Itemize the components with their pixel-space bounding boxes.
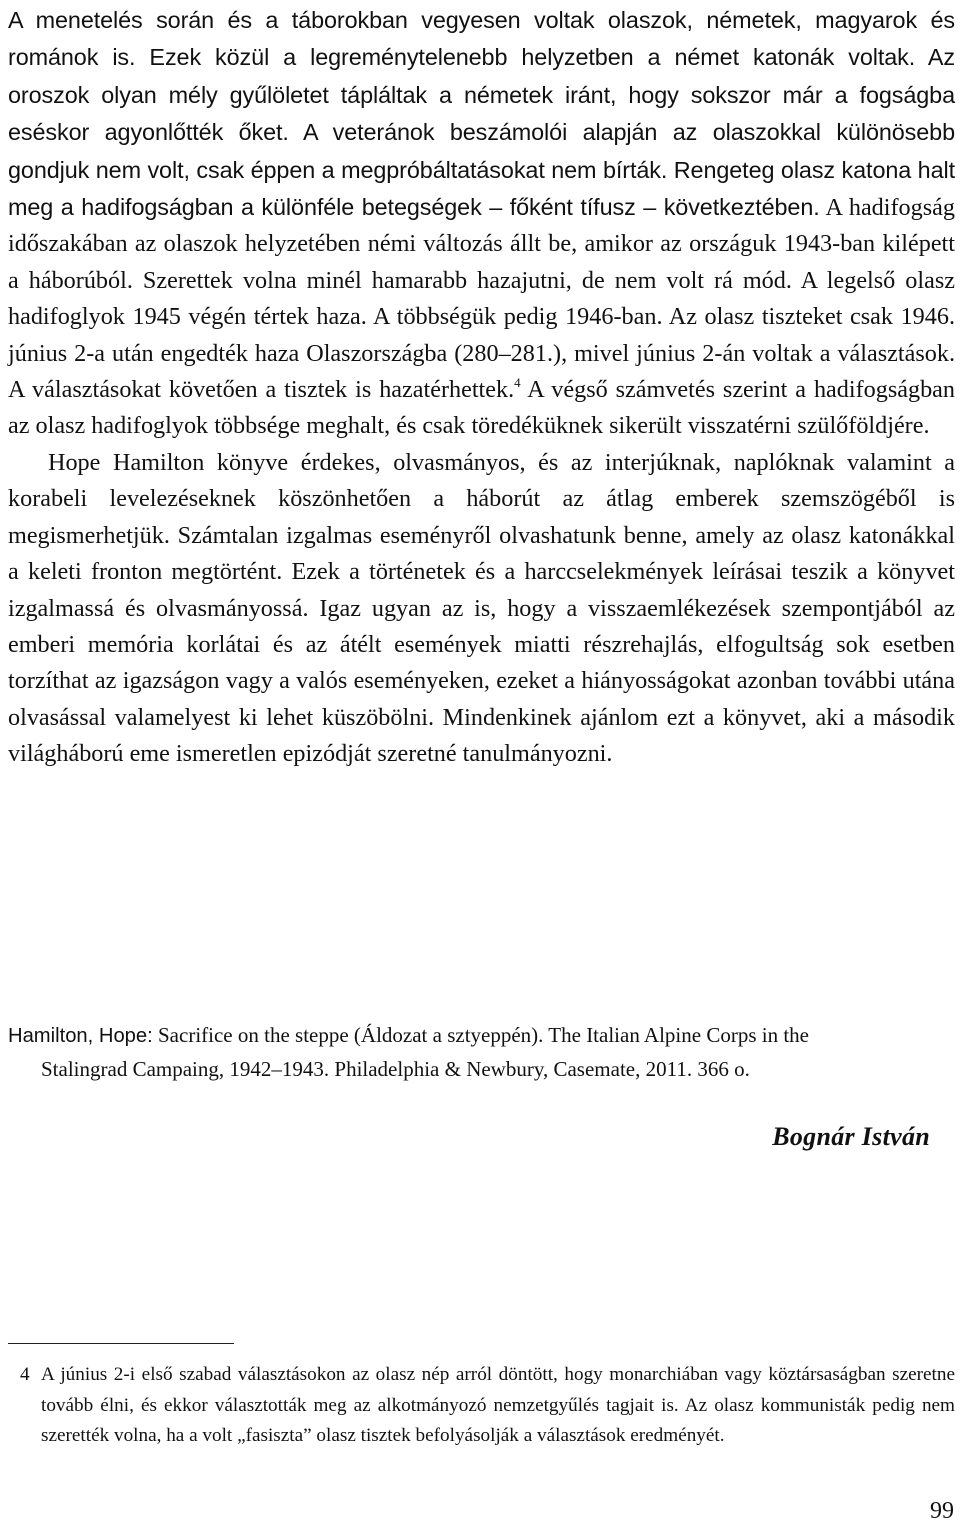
- main-text: [8, 2, 955, 773]
- footnote-text: A június 2-i első szabad választásokon az olasz nép arról döntött, hogy monarchiában vagy köztársaságban szeretne tovább élni, és ekkor választották meg az alkotmányozó nemzetgyűlés tagjait is. Az olasz kommunisták pedig nem szerették volna, ha a volt „fasiszta” olasz tisztek befolyásolják a választások eredményét.: [41, 1364, 955, 1446]
- paragraph-1-serif-part: A hadifogság időszakában az olaszok helyzetében némi változás állt be, amikor az országuk 1943-ban kilépett a háborúból. Szerettek volna minél hamarabb hazajutni, de nem volt rá mód. A legelső olasz hadifoglyok 1945 végén tértek haza. A többségük pedig 1946-ban. Az olasz tiszteket csak 1946. június 2-a után engedték haza Olaszországba (280–281.), mivel június 2-án voltak a választások. A választásokat követően a tisztek is hazatérhettek.: [8, 194, 955, 404]
- footnote-number: 4: [20, 1364, 30, 1385]
- bibliographic-reference: [8, 1019, 955, 1086]
- review-author: Bognár István: [772, 1122, 930, 1151]
- paragraph-1-closing: A végső számvetés szerint a hadifogságban az olasz hadifoglyok többsége meghalt, és csak töredéküknek sikerült visszatérni szülőföldjére.: [8, 376, 955, 440]
- paragraph-2: Hope Hamilton könyve érdekes, olvasmányos, és az interjúknak, naplóknak valamint a korabeli levelezéseknek köszönhetően a háborút az átlag emberek szemszögéből is megismerhetjük. Számtalan izgalmas eseményről olvashatunk benne, amely az olasz katonákkal a keleti fronton megtörtént. Ezek a történetek és a harccselekmények leírásai teszik a könyvet izgalmassá és olvasmányossá. Igaz ugyan az is, hogy a visszaemlékezések szempontjából az emberi memória korlátai és az átélt események miatti részrehajlás, elfogultság sok esetben torzíthat az igazságon vagy a valós eseményeken, ezeket a hiányosságokat azonban további utána olvasással valamelyest ki lehet küszöbölni. Mindenkinek ajánlom ezt a könyvet, aki a második világháború eme ismeretlen epizódját szeretné tanulmányozni.: [8, 448, 955, 768]
- reference-publication-line: Stalingrad Campaing, 1942–1943. Philadelphia & Newbury, Casemate, 2011. 366 o.: [41, 1057, 750, 1081]
- paragraph-1-sans-part: A menetelés során és a táborokban vegyesen voltak olaszok, németek, magyarok és románok is. Ezek közül a legreménytelenebb helyzetben a német katonák voltak. Az oroszok olyan mély gyűlöletet tápláltak a németek iránt, hogy sokszor már a fogságba eséskor agyonlőtték őket. A veteránok beszámolói alapján az olaszokkal különösebb gondjuk nem volt, csak éppen a megpróbáltatásokat nem bírták. Rengeteg olasz katona halt meg a hadifogságban a különféle betegségek – főként tífusz – következtében.: [8, 7, 955, 221]
- footnote-divider: [8, 1343, 234, 1344]
- reference-title-line: Sacrifice on the steppe (Áldozat a sztyeppén). The Italian Alpine Corps in the: [152, 1023, 809, 1047]
- footnote-reference[interactable]: 4: [514, 375, 521, 391]
- footnote: [8, 1360, 955, 1452]
- page-number: 99: [930, 1498, 954, 1524]
- paragraph-1: [8, 2, 955, 445]
- reference-author: Hamilton, Hope:: [8, 1025, 153, 1047]
